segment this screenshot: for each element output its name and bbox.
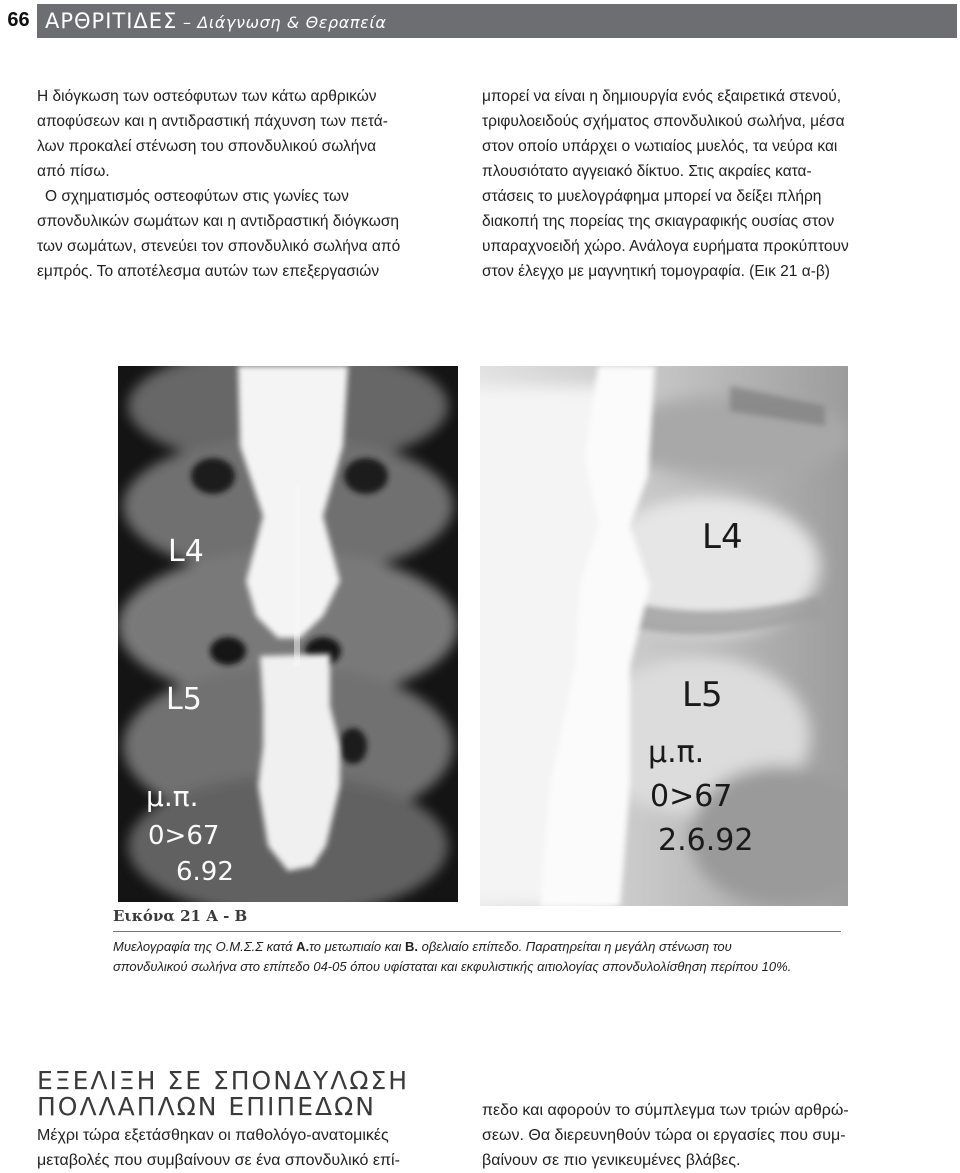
body-line: στον οποίο υπάρχει ο νωτιαίος μυελός, τα νεύρα και (482, 138, 838, 155)
section-text-left-column (37, 1123, 457, 1173)
section-title-line: ΠΟΛΛΑΠΛΩΝ ΕΠΙΠΕΔΩΝ (37, 1092, 376, 1121)
caption-line: σπονδυλικού σωλήνα στο επίπεδο 04-05 όπου υφίσταται και εκφυλιστικής αιτιολογίας σπονδυλολίσθηση περίπου 10%. (113, 959, 792, 974)
figure-caption (113, 937, 853, 977)
body-line: πλουσιότατο αγγειακό δίκτυο. Στις ακραίες κατα- (482, 163, 812, 180)
myelogram-lateral-svg (480, 366, 848, 906)
running-header-subtitle: Διάγνωση & Θεραπεία (197, 13, 387, 32)
body-line: μεταβολές που συμβαίνουν σε ένα σπονδυλικό επί- (37, 1152, 400, 1169)
body-line: των σωμάτων, στενεύει τον σπονδυλικό σωλήνα από (37, 238, 401, 255)
myelogram-frontal-image (118, 366, 458, 902)
figure-rule (113, 931, 841, 932)
section-title-line: ΕΞΕΛΙΞΗ ΣΕ ΣΠΟΝΔΥΛΩΣΗ (37, 1066, 410, 1095)
label-l5: L5 (682, 675, 723, 715)
label-date: 2.6.92 (658, 823, 754, 858)
label-l5: L5 (166, 682, 202, 717)
body-line: διακοπή της πορείας της σκιαγραφικής ουσίας στον (482, 213, 835, 230)
label-initials: μ.π. (648, 735, 705, 770)
body-line: τριφυλοειδούς σχήματος σπονδυλικού σωλήνα, μέσα (482, 113, 845, 130)
body-text-right-column (482, 84, 922, 284)
myelogram-lateral-image (480, 366, 848, 906)
label-initials: μ.π. (146, 780, 199, 813)
label-l4: L4 (702, 517, 743, 557)
body-line: βαίνουν σε πιο γενικευμένες βλάβες. (482, 1152, 741, 1169)
running-header-separator: – (177, 13, 198, 32)
body-line: Μέχρι τώρα εξετάσθηκαν οι παθολόγο-ανατομικές (37, 1127, 389, 1144)
caption-line (113, 937, 853, 957)
myelogram-frontal-svg (118, 366, 458, 902)
caption-letter-b: Β. (404, 939, 418, 954)
label-number: 0>67 (650, 779, 733, 814)
caption-text: οβελιαίο επίπεδο. Παρατηρείται η μεγάλη στένωση του (417, 939, 732, 954)
running-header-title: ΑΡΘΡΙΤΙΔΕΣ (45, 9, 178, 33)
caption-text: το μετωπιαίο και (309, 939, 405, 954)
body-line: στάσεις το μυελογράφημα μπορεί να δείξει πλήρη (482, 188, 822, 205)
body-line: λων προκαλεί στένωση του σπονδυλικού σωλήνα (37, 138, 377, 155)
body-line: στον έλεγχο με μαγνητική τομογραφία. (Εικ 21 α-β) (482, 263, 830, 280)
label-number: 0>67 (148, 821, 220, 851)
body-line: μπορεί να είναι η δημιουργία ενός εξαιρετικά στενού, (482, 88, 842, 105)
body-line: Η διόγκωση των οστεόφυτων των κάτω αρθρικών (37, 88, 377, 105)
body-line: από πίσω. (37, 163, 110, 180)
caption-letter-a: Α. (296, 939, 310, 954)
figure-label: Εικόνα 21 Α - Β (113, 907, 248, 925)
section-text-right-column (482, 1098, 922, 1173)
label-l4: L4 (168, 534, 204, 569)
body-line: σπονδυλικών σωμάτων και η αντιδραστική διόγκωση (37, 213, 400, 230)
body-line: υπαραχνοειδή χώρο. Ανάλογα ευρήματα προκύπτουν (482, 238, 849, 255)
body-line: Ο σχηματισμός οστεοφύτων στις γωνίες των (45, 188, 349, 205)
caption-text: Μυελογραφία της Ο.Μ.Σ.Σ κατά (113, 939, 297, 954)
label-date: 6.92 (176, 857, 234, 887)
body-line: εμπρός. Το αποτέλεσμα αυτών των επεξεργασιών (37, 263, 380, 280)
body-text-left-column (37, 84, 449, 284)
body-line: σεων. Θα διερευνηθούν τώρα οι εργασίες που συμ- (482, 1127, 846, 1144)
running-header-band (37, 4, 957, 38)
body-line: πεδο και αφορούν το σύμπλεγμα των τριών αρθρώ- (482, 1102, 849, 1119)
body-line: αποφύσεων και η αντιδραστική πάχυνση των πετά- (37, 113, 388, 130)
section-title (37, 1068, 409, 1120)
page-number: 66 (7, 9, 30, 31)
page-header (0, 0, 960, 40)
